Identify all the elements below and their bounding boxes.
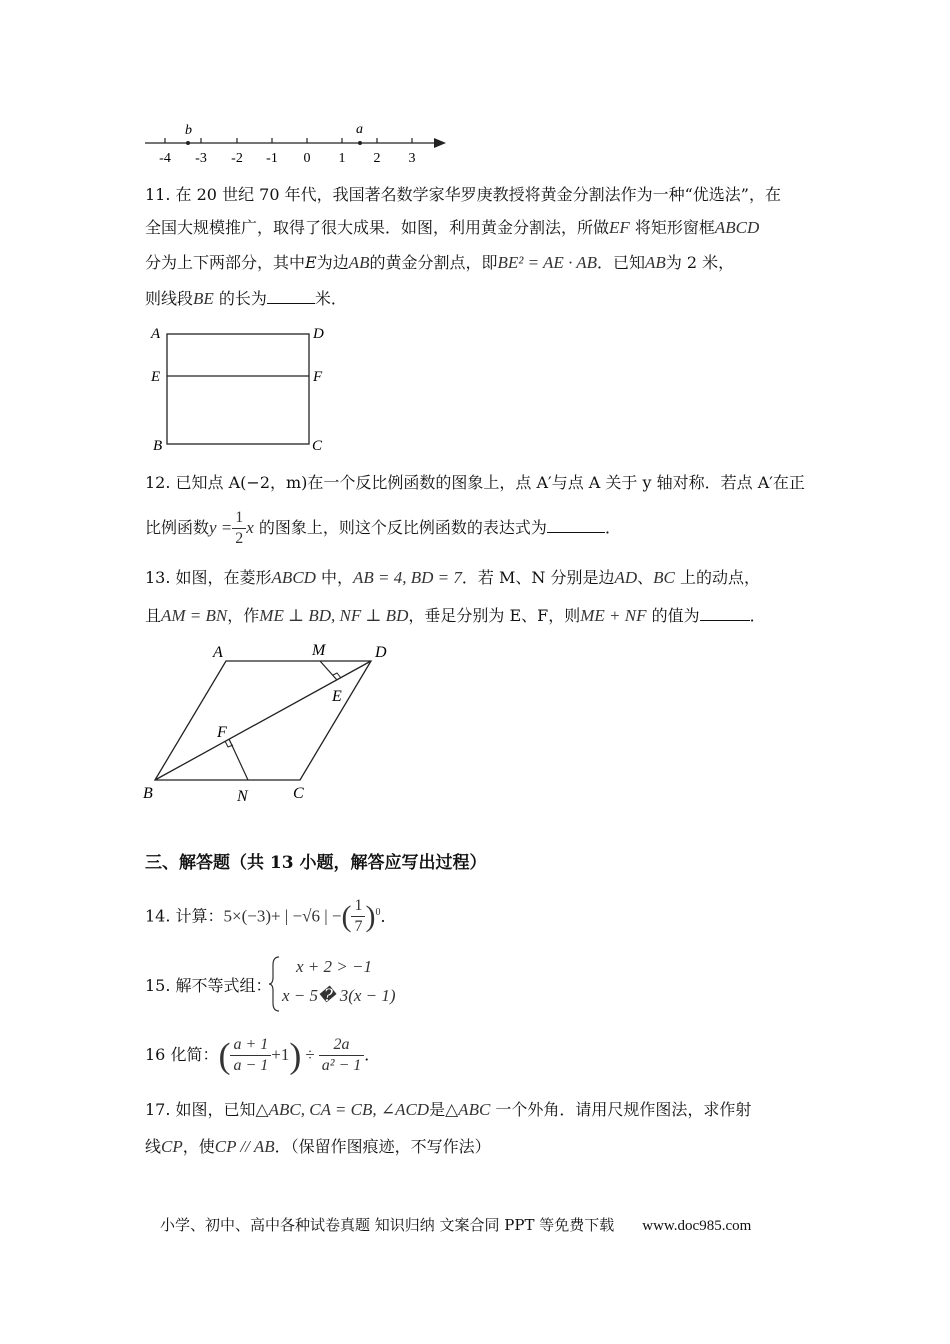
page-footer: 小学、初中、高中各种试卷真题 知识归纳 文案合同 PPT 等免费下载 www.doc985.com [160,1216,752,1234]
q11-line3: 分为上下两部分，其中E为边AB的黄金分割点，即BE² = AE · AB．已知AB为 2 米， [145,253,735,272]
tick-label: -3 [195,151,207,166]
q15-label: 15. 解不等式组： [145,976,272,995]
q17-line2: 线CP，使CP // AB．（保留作图痕迹，不写作法） [145,1137,491,1156]
q12-line1: 12. 已知点 A(−2，m)在一个反比例函数的图象上，点 A′与点 A 关于 y 轴对称．若点 A′在正 [145,473,805,492]
tick-label: -1 [266,151,278,166]
tick-label: 0 [303,151,311,166]
tick-label: 1 [338,151,346,166]
label-D: D [313,326,324,342]
q16: 16 化简：( $\frac{a + 1}{a - 1}$ +1) ÷ $\frac{2a}{\text{a² − 1}}$ ． [145,1035,381,1076]
section-title: 三、解答题（共 13 小题，解答应写出过程） [145,853,487,873]
q14: 14. 计算：5×(−3)+ | −√6 | −( $\frac{1}{7}$ )$^0$． [145,897,397,936]
q17-line1: 17. 如图，已知△ABC, CA = CB, ∠ACD是△ABC 一个外角．请用尺规作图法，求作射 [145,1100,752,1119]
q13-line2: 且AM = BN，作ME ⊥ BD, NF ⊥ BD，垂足分别为 E、F，则ME + NF 的值为 ． [145,606,766,625]
label-M: M [312,642,326,659]
label-A: A [151,326,161,342]
answer-blank [700,605,750,621]
tick-label: -4 [159,151,171,166]
q12-line2: 比例函数y = $\frac{1}{2}$ x 的图象上，则这个反比例函数的表达式为 ． [145,509,621,547]
label-E: E [151,369,161,385]
footer-url[interactable]: www.doc985.com [642,1218,752,1234]
q15-row1: x + 2 > −1 [296,957,372,976]
rhombus-figure [140,635,410,815]
fraction-one-half: $\frac{1}{2}$ [232,508,246,549]
q11-line2: 全国大规模推广，取得了很大成果．如图，利用黄金分割法，所做EF 将矩形窗框ABCD [145,218,760,237]
label-B: B [153,438,163,454]
tick-label: 2 [373,151,381,166]
point-a-label: a [356,122,363,137]
number-line-figure [140,115,460,170]
tick-label: 3 [408,151,416,166]
tick-label: -2 [231,151,243,166]
label-A: A [213,644,223,661]
label-C: C [312,438,323,454]
label-D: D [375,644,387,661]
label-C: C [293,785,304,802]
q11-line4: 则线段BE 的长为 米． [145,289,347,308]
label-B: B [143,785,153,802]
label-E: E [332,688,342,705]
label-F: F [313,369,323,385]
point-b-label: b [185,123,192,138]
q13-line1: 13. 如图，在菱形ABCD 中，AB = 4, BD = 7．若 M、N 分别是边AD、BC 上的动点， [145,568,760,587]
brace-icon [268,955,282,1013]
label-F: F [217,724,227,741]
answer-blank [547,517,605,533]
q11-line1: 11. 在 20 世纪 70 年代，我国著名数学家华罗庚教授将黄金分割法作为一种“优选法”，在 [145,185,781,204]
q15-row2: x − 5� 3(x − 1) [282,986,396,1005]
answer-blank [267,288,315,304]
rectangle-figure [148,320,338,455]
label-N: N [237,788,248,805]
